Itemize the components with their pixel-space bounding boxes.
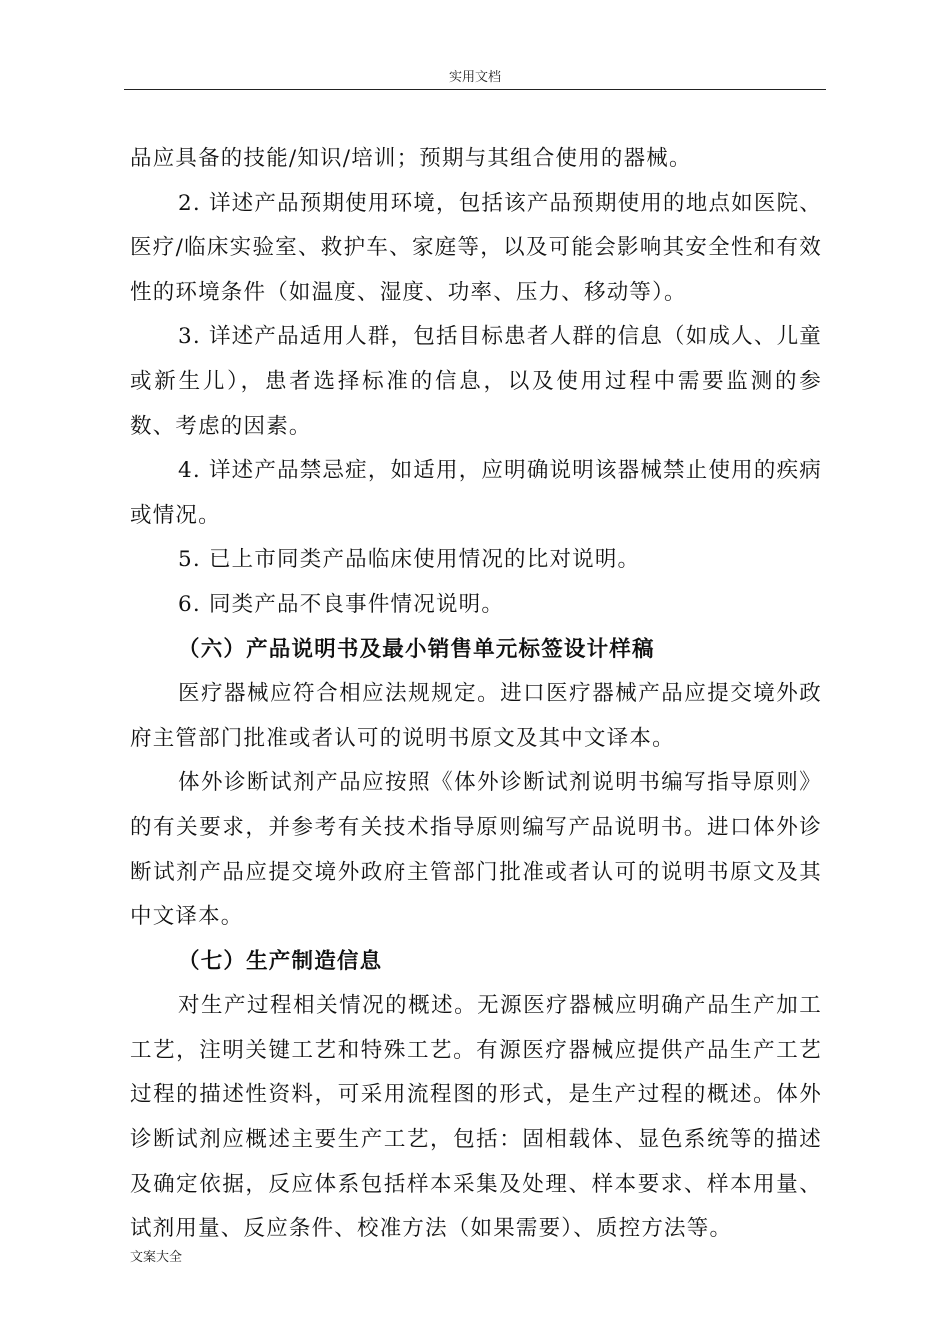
list-item-6: 6. 同类产品不良事件情况说明。 [178, 591, 505, 617]
list-item-3: 3. 详述产品适用人群，包括目标患者人群的信息（如成人、儿童或新生儿），患者选择标准的信息，以及使用过程中需要监测的参数、考虑的因素。 [130, 324, 822, 439]
document-body [130, 137, 822, 1252]
list-item-5: 5. 已上市同类产品临床使用情况的比对说明。 [178, 547, 641, 573]
page-header: 实用文档 [448, 70, 501, 85]
paragraph-device-manual: 医疗器械应符合相应法规规定。进口医疗器械产品应提交境外政府主管部门批准或者认可的说明书原文及其中文译本。 [130, 681, 822, 751]
paragraph-ivd-manual: 体外诊断试剂产品应按照《体外诊断试剂说明书编写指导原则》的有关要求，并参考有关技术指导原则编写产品说明书。进口体外诊断试剂产品应提交境外政府主管部门批准或者认可的说明书原文及其中文译本。 [130, 770, 822, 930]
paragraph-continuation: 品应具备的技能/知识/培训；预期与其组合使用的器械。 [130, 146, 692, 171]
list-item-4: 4. 详述产品禁忌症，如适用，应明确说明该器械禁止使用的疾病或情况。 [130, 458, 822, 528]
list-item-2: 2. 详述产品预期使用环境，包括该产品预期使用的地点如医院、医疗/临床实验室、救护车、家庭等，以及可能会影响其安全性和有效性的环境条件（如温度、湿度、功率、压力、移动等）。 [130, 190, 822, 305]
paragraph-manufacturing: 对生产过程相关情况的概述。无源医疗器械应明确产品生产加工工艺，注明关键工艺和特殊工艺。有源医疗器械应提供产品生产工艺过程的描述性资料，可采用流程图的形式，是生产过程的概述。体外诊断试剂应概述主要生产工艺，包括：固相载体、显色系统等的描述及确定依据，反应体系包括样本采集及处理、样本要求、样本用量、试剂用量、反应条件、校准方法（如果需要）、质控方法等。 [130, 993, 822, 1242]
section-heading-7: （七）生产制造信息 [178, 948, 383, 974]
page-footer: 文案大全 [130, 1250, 183, 1265]
header-rule [124, 89, 826, 90]
section-heading-6: （六）产品说明书及最小销售单元标签设计样稿 [178, 636, 655, 662]
